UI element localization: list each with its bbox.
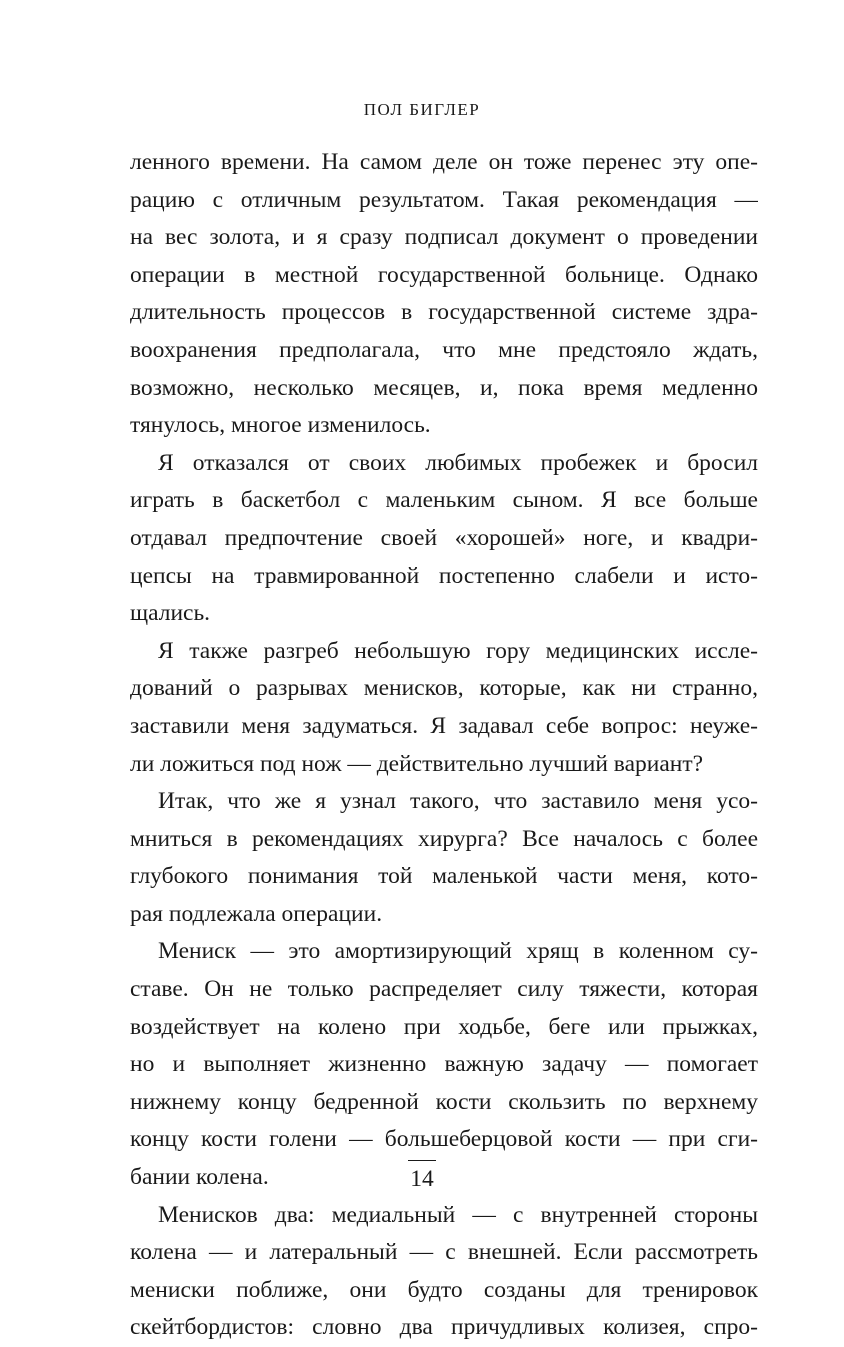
text-line: концу кости голени — большеберцовой кости — при сги- [130,1126,758,1153]
text-line: дований о разрывах менисков, которые, как ни странно, [130,675,758,702]
text-line: ли ложиться под нож — действительно лучший вариант? [130,750,704,777]
text-line: тянулось, многое изменилось. [130,412,431,439]
paragraph-first-line: Итак, что же я узнал такого, что заставило меня усо- [158,788,758,815]
page-number: 14 [410,1166,434,1192]
text-line: отдавал предпочтение своей «хорошей» ноге, и квадри- [130,524,758,551]
text-line: мниться в рекомендациях хирурга? Все началось с более [130,825,758,852]
text-line: ленного времени. На самом деле он тоже перенес эту опе- [130,149,758,175]
text-line: бании колена. [130,1164,269,1191]
text-line: заставили меня задуматься. Я задавал себе вопрос: неуже- [130,712,758,739]
text-line: нижнему концу бедренной кости скользить по верхнему [130,1088,758,1115]
text-line: рацию с отличным результатом. Такая рекомендация — [130,186,758,213]
text-line: возможно, несколько месяцев, и, пока время медленно [130,374,758,401]
text-line: операции в местной государственной больнице. Однако [130,261,758,288]
page-number-rule [408,1160,436,1161]
text-line: длительность процессов в государственной системе здра- [130,299,758,326]
text-line: колена — и латеральный — с внешней. Если рассмотреть [130,1239,758,1266]
text-line: щались. [130,600,211,627]
page-footer [0,1160,844,1193]
paragraph-first-line: Мениск — это амортизирующий хрящ в коленном су- [158,938,758,965]
text-line: скейтбордистов: словно два причудливых колизея, спро- [130,1314,758,1341]
text-line: воохранения предполагала, что мне предстояло ждать, [130,336,758,363]
text-line: мениски поближе, они будто созданы для тренировок [130,1276,758,1303]
paragraph-first-line: Я отказался от своих любимых пробежек и бросил [158,449,758,476]
paragraph-first-line: Менисков два: медиальный — с внутренней стороны [158,1201,758,1228]
text-line: рая подлежала операции. [130,900,383,927]
running-head: ПОЛ БИГЛЕР [363,100,481,119]
text-line: цепсы на травмированной постепенно слабели и исто- [130,562,758,589]
text-line: играть в баскетбол с маленьким сыном. Я все больше [130,487,758,514]
text-line: воздействует на колено при ходьбе, беге или прыжках, [130,1013,758,1040]
text-line: глубокого понимания той маленькой части меня, кото- [130,863,758,890]
text-line: на вес золота, и я сразу подписал документ о проведении [130,224,758,251]
paragraph-first-line: Я также разгреб небольшую гору медицинских иссле- [158,637,758,664]
text-line: но и выполняет жизненно важную задачу — помогает [130,1051,758,1078]
text-line: ставе. Он не только распределяет силу тяжести, которая [130,976,758,1003]
